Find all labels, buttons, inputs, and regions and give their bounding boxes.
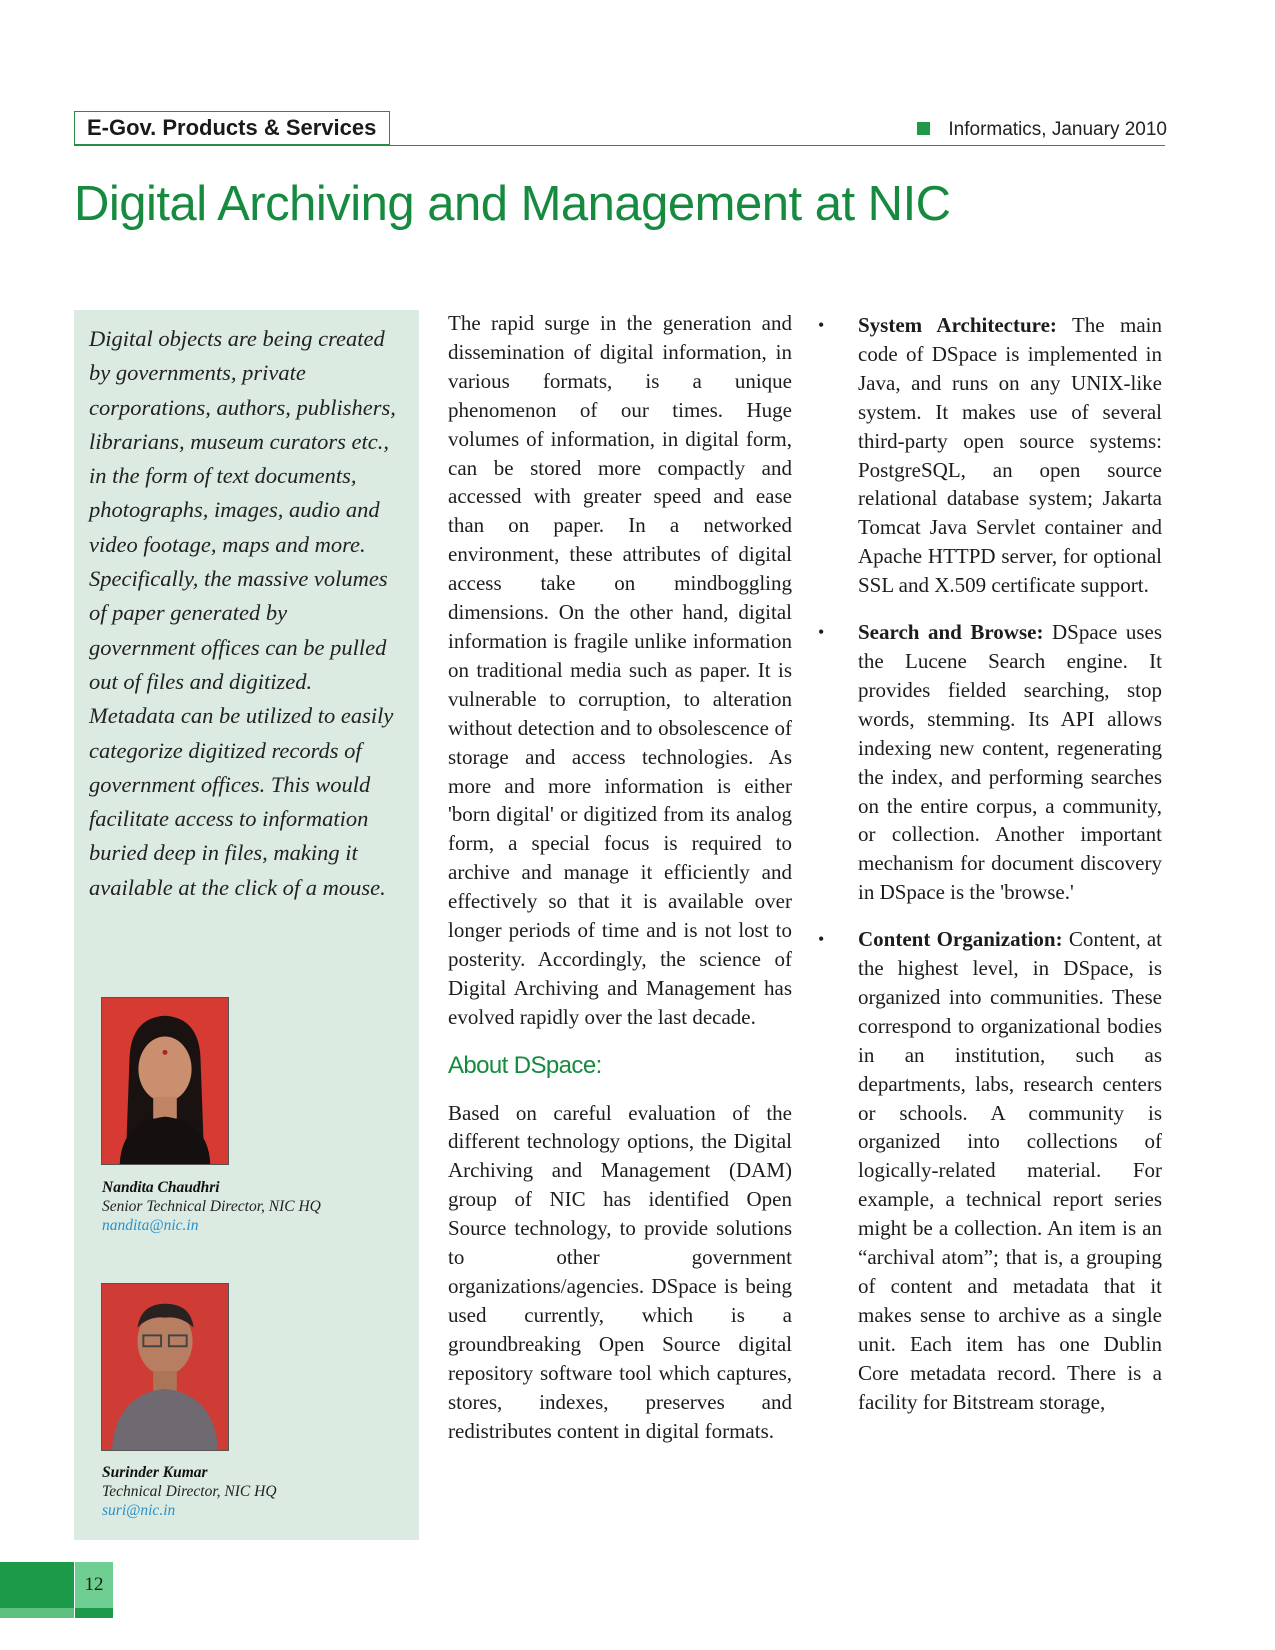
intro-line: librarians, museum curators etc., (89, 428, 389, 454)
section-tag: E-Gov. Products & Services (74, 111, 390, 145)
footer-green-block (0, 1562, 74, 1608)
intro-line: Metadata can be utilized to easily (89, 703, 394, 729)
bullet-title: Content Organization: (858, 927, 1063, 952)
intro-line: categorize digitized records of (89, 737, 362, 763)
page-number: 12 (75, 1562, 113, 1608)
author-role: Senior Technical Director, NIC HQ (102, 1198, 321, 1215)
footer-light-block (0, 1608, 74, 1618)
article-title: Digital Archiving and Management at NIC (74, 177, 951, 231)
bullet-text: DSpace uses the Lucene Search engine. It provides fielded searching, stop words, stemming. Its API allows indexing new content, regenerating the index, and performing searches on the entire corpus, a community, or collection. Another important mechanism for document discovery in DSpace is the 'browse.' (858, 620, 1162, 905)
intro-line: video footage, maps and more. (89, 531, 366, 557)
bullet-item (812, 925, 1162, 1416)
intro-line: by governments, private (89, 360, 306, 386)
bullet-icon: • (818, 315, 825, 335)
intro-line: of paper generated by (89, 600, 288, 626)
intro-line: government offices can be pulled (89, 634, 387, 660)
subheading-about-dspace: About DSpace: (448, 1051, 602, 1079)
intro-line: available at the click of a mouse. (89, 874, 386, 900)
bullet-text: The main code of DSpace is implemented in Java, and runs on any UNIX-like system. It makes use of several third-party open source systems: PostgreSQL, an open source relational database system; Jakarta Tomcat Java Servlet container and Apache HTTPD server, for optional SSL and X.509 certificate support. (858, 313, 1162, 598)
issue-label: Informatics, January 2010 (948, 119, 1167, 140)
intro-line: Specifically, the massive volumes (89, 566, 388, 592)
bullet-icon: • (818, 929, 825, 950)
body-paragraph: The rapid surge in the generation and dissemination of digital information, in various formats, is a unique phenomenon of our times. Huge volumes of information, in digital form, can be stored more compactly and accessed with greater speed and ease than on paper. In a networked environment, these attributes of digital access take on mindboggling dimensions. On the other hand, digital information is fragile unlike information on traditional media such as paper. It is vulnerable to corruption, to alteration without detection and to obsolescence of storage and access technologies. As more and more information is either 'born digital' or digitized from its analog form, a special focus is required to archive and manage it efficiently and effectively so that it is available over longer periods of time and is not lost to posterity. Accordingly, the science of Digital Archiving and Management has evolved rapidly over the last decade. (448, 311, 792, 1029)
intro-line: Digital objects are being created (89, 326, 385, 351)
body-paragraph: Based on careful evaluation of the different technology options, the Digital Archiving and Management (DAM) group of NIC has identified Open Source technology, to provide solutions to other government organizations/agencies. DSpace is being used currently, which is a groundbreaking Open Source digital repository software tool which captures, stores, indexes, preserves and redistributes content in digital formats. (448, 1100, 792, 1443)
bullet-title: System Architecture: (858, 313, 1057, 337)
author-name: Nandita Chaudhri (102, 1179, 220, 1196)
intro-line: photographs, images, audio and (89, 497, 380, 523)
intro-line: in the form of text documents, (89, 463, 357, 489)
intro-line: buried deep in files, making it (89, 840, 358, 866)
intro-line: facilitate access to information (89, 806, 369, 832)
author-email-link[interactable]: nandita@nic.in (102, 1217, 199, 1234)
issue-info (917, 119, 1167, 141)
author-photo-surinder (101, 1283, 229, 1451)
author-role: Technical Director, NIC HQ (102, 1483, 277, 1500)
author-credit-1 (102, 1178, 321, 1235)
author-photo-nandita (101, 997, 229, 1165)
body-column-2 (448, 309, 792, 1445)
bullet-item (812, 311, 1162, 600)
author-email-link[interactable]: suri@nic.in (102, 1502, 176, 1519)
bullet-icon: • (818, 622, 825, 643)
bullet-item (812, 618, 1162, 907)
intro-line: corporations, authors, publishers, (89, 394, 396, 420)
bullet-title: Search and Browse: (858, 620, 1044, 645)
intro-text (89, 322, 409, 905)
author-name: Surinder Kumar (102, 1464, 208, 1481)
header-rule (74, 145, 1165, 146)
green-square-icon (917, 122, 930, 135)
intro-line: out of files and digitized. (89, 668, 313, 694)
author-credit-2 (102, 1463, 277, 1520)
footer-accent-block (75, 1608, 113, 1618)
bullet-text: Content, at the highest level, in DSpace, is organized into communities. These correspond to organizational bodies in an institution, such as departments, labs, research centers or schools. A community is organized into collections of logically-related material. For example, a technical report series might be a collection. An item is an “archival atom”; that is, a grouping of content and metadata that it makes sense to archive as a single unit. Each item has one Dublin Core metadata record. There is a facility for Bitstream storage, (858, 927, 1163, 1414)
intro-line: government offices. This would (89, 771, 371, 797)
body-column-3 (812, 311, 1162, 1435)
